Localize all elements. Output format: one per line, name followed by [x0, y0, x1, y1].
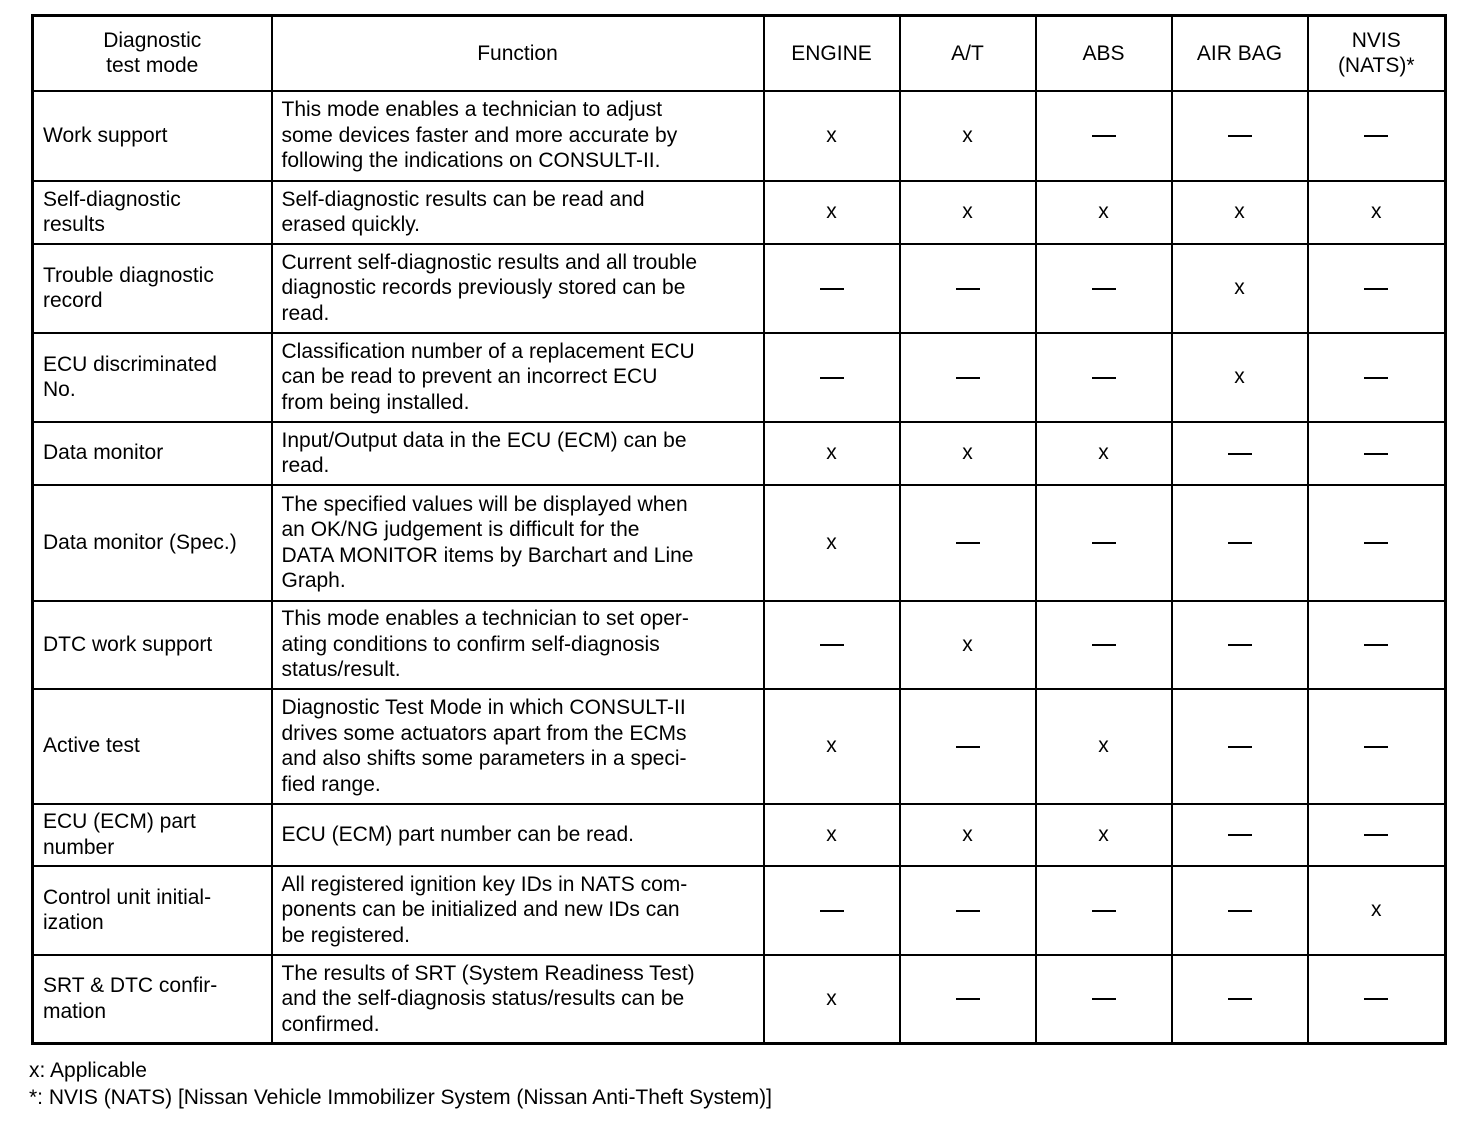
abs-cell [1036, 333, 1172, 422]
applicable-legend: x: Applicable [29, 1059, 147, 1082]
header-nvis [1308, 16, 1446, 91]
function-line: Classification number of a replacement ECU [281, 339, 695, 363]
function-cell [272, 804, 764, 866]
not-applicable-dash [1364, 998, 1388, 1000]
mode-line: Data monitor (Spec.) [43, 530, 237, 554]
function-cell [272, 422, 764, 485]
nvis-cell [1308, 485, 1446, 601]
diagnostic-test-mode-cell [33, 181, 272, 244]
function-line: This mode enables a technician to adjust [281, 98, 663, 122]
at-cell [900, 866, 1036, 955]
function-cell [272, 485, 764, 601]
table-body [33, 91, 1446, 1044]
applicable-mark: x [962, 441, 973, 465]
not-applicable-dash [820, 910, 844, 912]
applicable-mark: x [962, 200, 973, 224]
function-line: fied range. [281, 772, 381, 796]
airbag-cell [1172, 804, 1308, 866]
function-line: All registered ignition key IDs in NATS com- [281, 872, 688, 896]
diagnostic-test-mode-cell [33, 485, 272, 601]
table-row [33, 955, 1446, 1044]
applicable-mark: x [962, 632, 973, 656]
not-applicable-dash [1364, 377, 1388, 379]
mode-line: Trouble diagnostic [43, 263, 214, 287]
table-row [33, 804, 1446, 866]
applicable-mark: x [1234, 365, 1245, 389]
function-line: Input/Output data in the ECU (ECM) can be [281, 428, 687, 452]
not-applicable-dash [1092, 644, 1116, 646]
mode-line: SRT & DTC confir- [43, 974, 218, 998]
mode-line: ECU (ECM) part [43, 810, 196, 833]
header-line: (NATS)* [1337, 54, 1415, 78]
abs-cell [1036, 866, 1172, 955]
function-cell [272, 601, 764, 689]
abs-cell [1036, 422, 1172, 485]
function-line: read. [281, 454, 330, 477]
not-applicable-dash [1228, 834, 1252, 836]
not-applicable-dash [1092, 377, 1116, 379]
header-line: NVIS [1351, 28, 1401, 52]
engine-cell [764, 866, 900, 955]
mode-line: ECU discriminated [43, 352, 217, 376]
mode-line: record [43, 289, 103, 312]
diagnostic-test-mode-cell [33, 866, 272, 955]
applicable-mark: x [1098, 441, 1109, 465]
function-line: status/result. [281, 658, 401, 682]
not-applicable-dash [1092, 542, 1116, 544]
function-line: diagnostic records previously stored can be [281, 276, 686, 300]
abs-cell [1036, 689, 1172, 804]
applicable-mark: x [826, 123, 837, 147]
function-line: read. [281, 301, 330, 325]
mode-line: mation [43, 999, 107, 1023]
airbag-cell [1172, 244, 1308, 333]
engine-cell [764, 181, 900, 244]
engine-cell [764, 244, 900, 333]
at-cell [900, 91, 1036, 181]
applicable-mark: x [826, 200, 837, 224]
function-line: ating conditions to confirm self-diagnosis [281, 632, 660, 656]
at-cell [900, 804, 1036, 866]
function-line: Diagnostic Test Mode in which CONSULT-II [281, 696, 686, 719]
mode-line: Data monitor [43, 441, 164, 465]
function-line: be registered. [281, 923, 410, 947]
not-applicable-dash [956, 910, 980, 912]
mode-line: ization [43, 911, 104, 934]
applicable-mark: x [1098, 200, 1109, 224]
applicable-mark: x [962, 822, 973, 846]
not-applicable-dash [1364, 135, 1388, 137]
not-applicable-dash [1092, 998, 1116, 1000]
function-line: ECU (ECM) part number can be read. [281, 822, 634, 846]
at-cell [900, 689, 1036, 804]
function-line: and the self-diagnosis status/results can be [281, 987, 685, 1010]
airbag-cell [1172, 485, 1308, 601]
airbag-cell [1172, 181, 1308, 244]
not-applicable-dash [1228, 746, 1252, 748]
diagnostic-mode-table-container [31, 14, 1444, 1045]
nvis-cell [1308, 333, 1446, 422]
function-line: DATA MONITOR items by Barchart and Line [281, 543, 694, 567]
function-line: some devices faster and more accurate by [281, 123, 678, 147]
applicable-mark: x [962, 123, 973, 147]
applicable-mark: x [826, 441, 837, 465]
at-cell [900, 601, 1036, 689]
header-function: Function [272, 16, 764, 91]
applicable-mark: x [1234, 276, 1245, 300]
at-cell [900, 485, 1036, 601]
not-applicable-dash [1228, 998, 1252, 1000]
function-line: from being installed. [281, 390, 470, 414]
function-line: an OK/NG judgement is difficult for the [281, 518, 640, 541]
engine-cell [764, 422, 900, 485]
table-row [33, 181, 1446, 244]
table-row [33, 866, 1446, 955]
not-applicable-dash [1364, 453, 1388, 455]
table-row [33, 91, 1446, 181]
abs-cell [1036, 244, 1172, 333]
function-line: ponents can be initialized and new IDs can [281, 898, 680, 922]
diagnostic-test-mode-cell [33, 689, 272, 804]
mode-line: results [43, 213, 105, 236]
table-row [33, 485, 1446, 601]
function-line: confirmed. [281, 1012, 380, 1036]
mode-line: Work support [43, 123, 168, 147]
applicable-mark: x [826, 822, 837, 846]
function-cell [272, 333, 764, 422]
header-engine: ENGINE [764, 16, 900, 91]
header-airbag: AIR BAG [1172, 16, 1308, 91]
table-row [33, 689, 1446, 804]
function-line: following the indications on CONSULT-II. [281, 149, 661, 173]
header-at: A/T [900, 16, 1036, 91]
function-line: Current self-diagnostic results and all trouble [281, 250, 698, 274]
diagnostic-test-mode-cell [33, 955, 272, 1044]
header-line: test mode [106, 54, 199, 78]
abs-cell [1036, 91, 1172, 181]
not-applicable-dash [1092, 135, 1116, 137]
diagnostic-test-mode-cell [33, 422, 272, 485]
function-line: This mode enables a technician to set oper- [281, 607, 689, 631]
not-applicable-dash [956, 288, 980, 290]
table-row [33, 601, 1446, 689]
not-applicable-dash [820, 377, 844, 379]
mode-line: DTC work support [43, 632, 213, 656]
function-line: can be read to prevent an incorrect ECU [281, 365, 658, 389]
nvis-cell [1308, 866, 1446, 955]
applicable-mark: x [826, 530, 837, 554]
diagnostic-test-mode-cell [33, 91, 272, 181]
engine-cell [764, 804, 900, 866]
mode-line: No. [43, 378, 76, 401]
not-applicable-dash [1092, 288, 1116, 290]
not-applicable-dash [1228, 135, 1252, 137]
at-cell [900, 422, 1036, 485]
function-line: drives some actuators apart from the ECMs [281, 721, 687, 745]
airbag-cell [1172, 601, 1308, 689]
table-row [33, 333, 1446, 422]
applicable-mark: x [1098, 734, 1109, 758]
function-cell [272, 689, 764, 804]
airbag-cell [1172, 333, 1308, 422]
mode-line: Self-diagnostic [43, 187, 181, 211]
engine-cell [764, 485, 900, 601]
not-applicable-dash [1228, 910, 1252, 912]
not-applicable-dash [956, 746, 980, 748]
nvis-cell [1308, 422, 1446, 485]
at-cell [900, 333, 1036, 422]
not-applicable-dash [956, 542, 980, 544]
function-line: The results of SRT (System Readiness Test) [281, 961, 695, 985]
diagnostic-test-mode-cell [33, 601, 272, 689]
mode-line: Control unit initial- [43, 885, 212, 909]
mode-line: number [43, 835, 115, 859]
not-applicable-dash [1364, 288, 1388, 290]
nvis-cell [1308, 91, 1446, 181]
header-abs: ABS [1036, 16, 1172, 91]
nvis-cell [1308, 601, 1446, 689]
not-applicable-dash [1364, 834, 1388, 836]
airbag-cell [1172, 955, 1308, 1044]
not-applicable-dash [1364, 746, 1388, 748]
not-applicable-dash [820, 644, 844, 646]
airbag-cell [1172, 866, 1308, 955]
not-applicable-dash [820, 288, 844, 290]
function-line: Self-diagnostic results can be read and [281, 187, 645, 211]
airbag-cell [1172, 91, 1308, 181]
table-notes [29, 1057, 772, 1111]
engine-cell [764, 955, 900, 1044]
applicable-mark: x [1371, 200, 1382, 224]
engine-cell [764, 689, 900, 804]
not-applicable-dash [1228, 453, 1252, 455]
engine-cell [764, 333, 900, 422]
abs-cell [1036, 804, 1172, 866]
nvis-cell [1308, 955, 1446, 1044]
function-line: and also shifts some parameters in a speci- [281, 747, 687, 770]
diagnostic-mode-table [31, 14, 1447, 1045]
mode-line: Active test [43, 734, 140, 758]
not-applicable-dash [1228, 542, 1252, 544]
engine-cell [764, 601, 900, 689]
not-applicable-dash [1364, 644, 1388, 646]
function-cell [272, 244, 764, 333]
table-row [33, 244, 1446, 333]
nvis-cell [1308, 244, 1446, 333]
applicable-mark: x [1098, 822, 1109, 846]
function-cell [272, 91, 764, 181]
function-line: erased quickly. [281, 213, 421, 236]
abs-cell [1036, 601, 1172, 689]
applicable-mark: x [826, 734, 837, 758]
function-cell [272, 181, 764, 244]
nvis-cell [1308, 804, 1446, 866]
at-cell [900, 181, 1036, 244]
abs-cell [1036, 485, 1172, 601]
header-diagnostic-test-mode [33, 16, 272, 91]
diagnostic-test-mode-cell [33, 244, 272, 333]
not-applicable-dash [956, 998, 980, 1000]
applicable-mark: x [1371, 898, 1382, 922]
at-cell [900, 244, 1036, 333]
nvis-cell [1308, 181, 1446, 244]
table-row [33, 422, 1446, 485]
function-cell [272, 866, 764, 955]
nvis-cell [1308, 689, 1446, 804]
applicable-mark: x [826, 987, 837, 1010]
at-cell [900, 955, 1036, 1044]
table-header-row [33, 16, 1446, 91]
applicable-mark: x [1234, 200, 1245, 224]
airbag-cell [1172, 422, 1308, 485]
nvis-footnote: *: NVIS (NATS) [Nissan Vehicle Immobilizer System (Nissan Anti-Theft System)] [29, 1086, 772, 1109]
diagnostic-test-mode-cell [33, 804, 272, 866]
not-applicable-dash [956, 377, 980, 379]
airbag-cell [1172, 689, 1308, 804]
abs-cell [1036, 181, 1172, 244]
function-cell [272, 955, 764, 1044]
abs-cell [1036, 955, 1172, 1044]
header-line: Diagnostic [103, 28, 202, 52]
not-applicable-dash [1364, 542, 1388, 544]
function-line: Graph. [281, 569, 346, 592]
engine-cell [764, 91, 900, 181]
diagnostic-test-mode-cell [33, 333, 272, 422]
function-line: The specified values will be displayed when [281, 492, 688, 516]
not-applicable-dash [1228, 644, 1252, 646]
not-applicable-dash [1092, 910, 1116, 912]
